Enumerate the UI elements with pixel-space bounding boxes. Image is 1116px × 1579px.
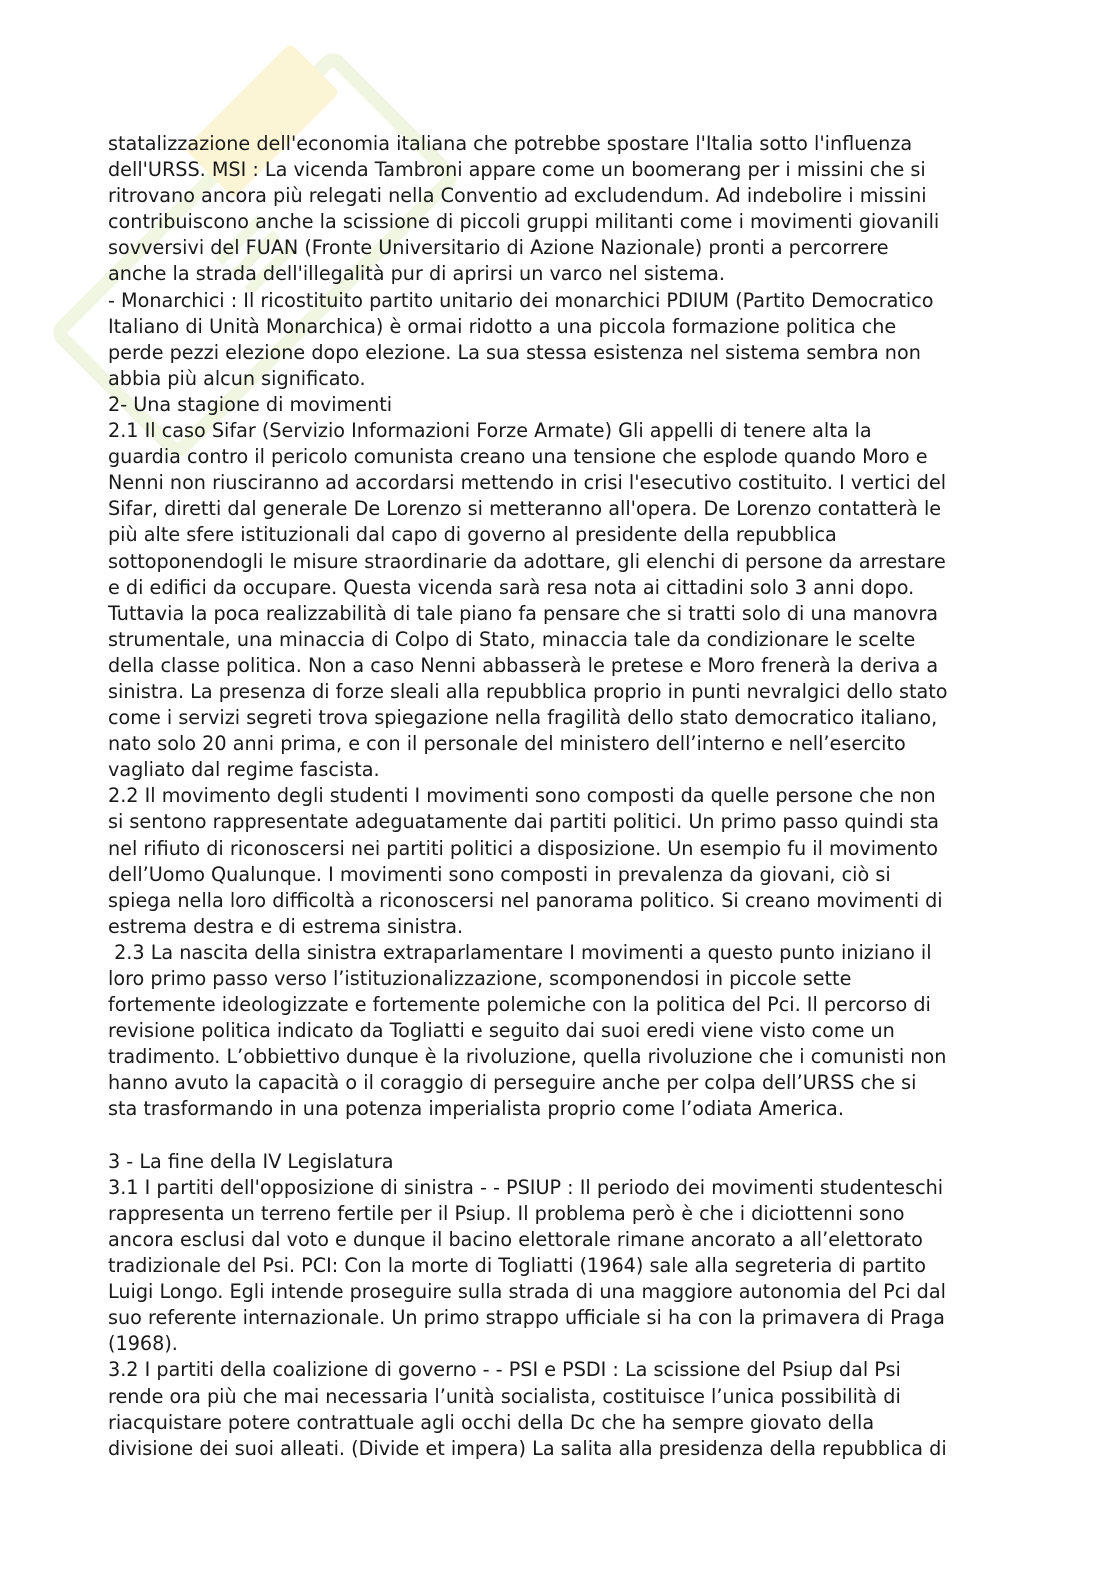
text-line: della classe politica. Non a caso Nenni abbasserà le pretese e Moro frenerà la deriva a xyxy=(108,653,939,677)
text-line: 2.2 Il movimento degli studenti I movimenti sono composti da quelle persone che non xyxy=(108,784,936,808)
svg-text:≡: ≡ xyxy=(184,184,321,321)
text-line: estrema destra e di estrema sinistra. xyxy=(108,914,464,938)
text-line: divisione dei suoi alleati. (Divide et impera) La salita alla presidenza della repubblica di xyxy=(108,1436,947,1460)
text-line: fortemente ideologizzate e fortemente polemiche con la politica del Pci. Il percorso di xyxy=(108,993,931,1017)
text-line: abbia più alcun significato. xyxy=(108,366,366,390)
text-line: (1968). xyxy=(108,1332,178,1356)
text-line: Italiano di Unità Monarchica) è ormai ridotto a una piccola formazione politica che xyxy=(108,314,897,338)
text-line: ancora esclusi dal voto e dunque il bacino elettorale rimane ancorato a all’elettorato xyxy=(108,1227,923,1251)
text-line: 3.2 I partiti della coalizione di governo - - PSI e PSDI : La scissione del Psiup dal Psi xyxy=(108,1358,901,1382)
text-line: suo referente internazionale. Un primo strappo ufficiale si ha con la primavera di Praga xyxy=(108,1306,945,1330)
section-heading: 2- Una stagione di movimenti xyxy=(108,392,393,416)
text-line: sinistra. La presenza di forze sleali alla repubblica proprio in punti nevralgici dello stato xyxy=(108,679,948,703)
text-line: anche la strada dell'illegalità pur di aprirsi un varco nel sistema. xyxy=(108,262,726,286)
blank-line xyxy=(108,1123,1008,1149)
text-line: sta trasformando in una potenza imperialista proprio come l’odiata America. xyxy=(108,1097,844,1121)
text-line: loro primo passo verso l’istituzionalizzazione, scomponendosi in piccole sette xyxy=(108,967,852,990)
section-heading: 3 - La fine della IV Legislatura xyxy=(108,1149,394,1173)
text-line: spiega nella loro difficoltà a riconoscersi nel panorama politico. Si creano movimenti di xyxy=(108,888,943,912)
text-line: più alte sfere istituzionali dal capo di governo al presidente della repubblica xyxy=(108,523,837,547)
text-line: 2.3 La nascita della sinistra extraparlamentare I movimenti a questo punto iniziano il xyxy=(108,940,932,964)
text-line: vagliato dal regime fascista. xyxy=(108,758,380,782)
document-body-text xyxy=(108,131,1008,1462)
text-line: Luigi Longo. Egli intende proseguire sulla strada di una maggiore autonomia del Pci dal xyxy=(108,1280,946,1304)
text-line: guardia contro il pericolo comunista creano una tensione che esplode quando Moro e xyxy=(108,445,928,469)
text-line: tradizionale del Psi. PCI: Con la morte di Togliatti (1964) sale alla segreteria di partito xyxy=(108,1254,926,1278)
text-line: nel rifiuto di riconoscersi nei partiti politici a disposizione. Un esempio fu il movimento xyxy=(108,836,939,860)
text-line: e di edifici da occupare. Questa vicenda sarà resa nota ai cittadini solo 3 anni dopo. xyxy=(108,575,915,599)
text-line: riacquistare potere contrattuale agli occhi della Dc che ha sempre giovato della xyxy=(108,1410,875,1434)
text-line: 2.1 Il caso Sifar (Servizio Informazioni Forze Armate) Gli appelli di tenere alta la xyxy=(108,419,872,443)
text-line: strumentale, una minaccia di Colpo di Stato, minaccia tale da condizionare le scelte xyxy=(108,627,916,651)
text-line: ritrovano ancora più relegati nella Conventio ad excludendum. Ad indebolire i missini xyxy=(108,184,927,208)
text-line: hanno avuto la capacità o il coraggio di perseguire anche per colpa dell’URSS che si xyxy=(108,1071,917,1095)
text-line: dell’Uomo Qualunque. I movimenti sono composti in prevalenza da giovani, ciò si xyxy=(108,862,891,886)
text-line: perde pezzi elezione dopo elezione. La sua stessa esistenza nel sistema sembra non xyxy=(108,340,921,364)
text-line: nato solo 20 anni prima, e con il personale del ministero dell’interno e nell’esercito xyxy=(108,732,906,756)
text-line: 3.1 I partiti dell'opposizione di sinistra - - PSIUP : Il periodo dei movimenti studenteschi xyxy=(108,1175,944,1199)
text-line: rappresenta un terreno fertile per il Psiup. Il problema però è che i diciottenni sono xyxy=(108,1201,905,1225)
text-line: Tuttavia la poca realizzabilità di tale piano fa pensare che si tratti solo di una manovra xyxy=(108,601,938,625)
text-line: rende ora più che mai necessaria l’unità socialista, costituisce l’unica possibilità di xyxy=(108,1384,901,1408)
text-line: sovversivi del FUAN (Fronte Universitario di Azione Nazionale) pronti a percorrere xyxy=(108,236,889,260)
text-line: si sentono rappresentate adeguatamente dai partiti politici. Un primo passo quindi sta xyxy=(108,810,940,834)
text-line: contribuiscono anche la scissione di piccoli gruppi militanti come i movimenti giovanili xyxy=(108,210,940,234)
text-line: come i servizi segreti trova spiegazione nella fragilità dello stato democratico italiano, xyxy=(108,706,938,730)
text-line: - Monarchici : Il ricostituito partito unitario dei monarchici PDIUM (Partito Democratico xyxy=(108,288,934,312)
text-line: Sifar, diretti dal generale De Lorenzo si metteranno all'opera. De Lorenzo contatterà le xyxy=(108,497,942,521)
text-line: statalizzazione dell'economia italiana che potrebbe spostare l'Italia sotto l'influenza xyxy=(108,132,913,155)
text-line: dell'URSS. MSI : La vicenda Tambroni appare come un boomerang per i missini che si xyxy=(108,158,926,182)
text-line: tradimento. L’obbiettivo dunque è la rivoluzione, quella rivoluzione che i comunisti non xyxy=(108,1045,947,1069)
text-line: revisione politica indicato da Togliatti e seguito dai suoi eredi viene visto come un xyxy=(108,1019,895,1043)
text-line: sottoponendogli le misure straordinarie da adottare, gli elenchi di persone da arrestare xyxy=(108,549,946,573)
text-line: Nenni non riusciranno ad accordarsi mettendo in crisi l'esecutivo costituito. I vertici del xyxy=(108,471,947,495)
